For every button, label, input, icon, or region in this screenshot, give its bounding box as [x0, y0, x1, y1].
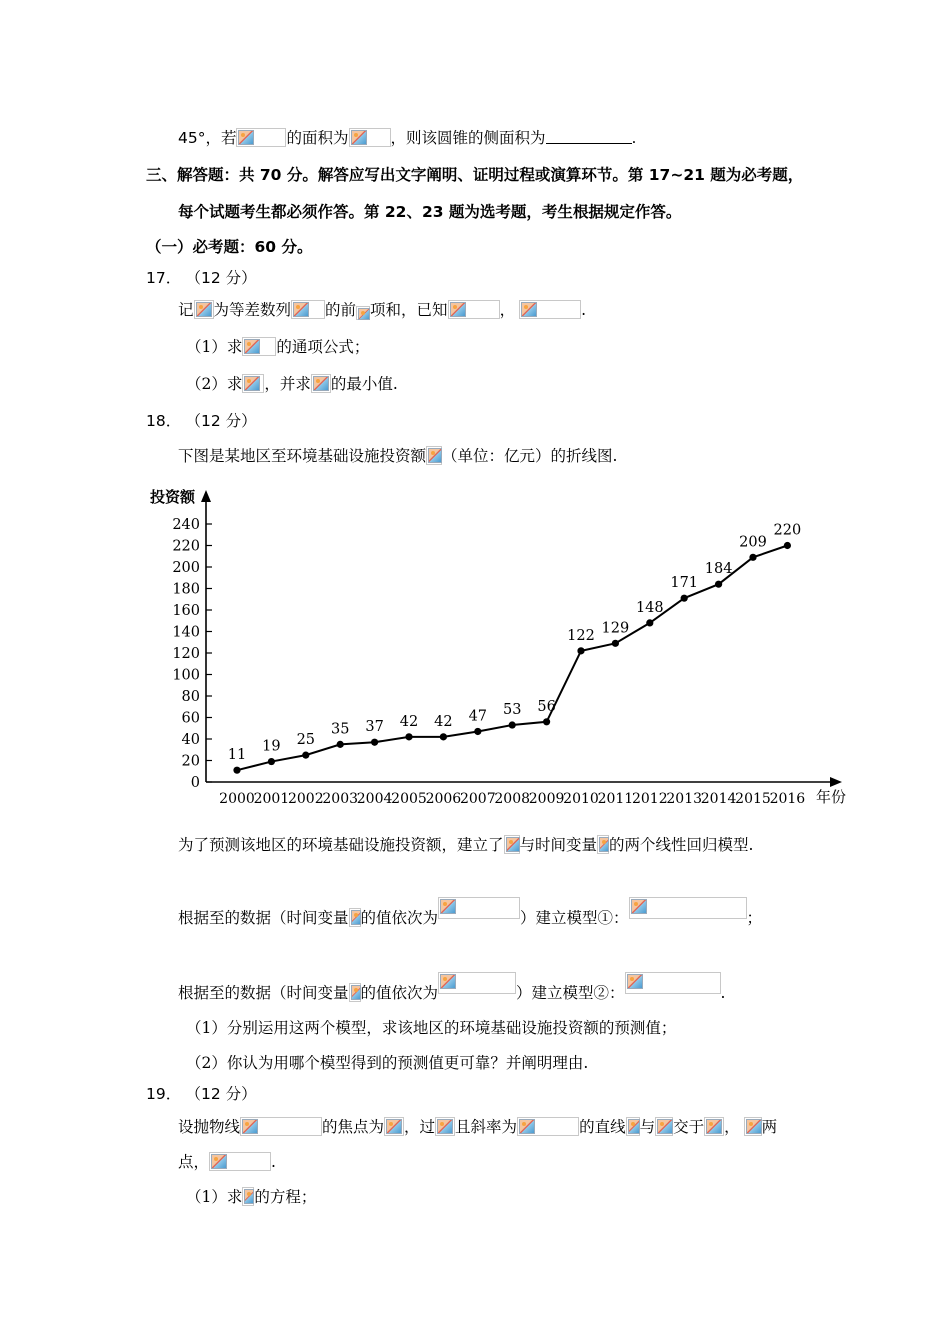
x-tick-label: 2009 [528, 791, 565, 807]
q18-part1: （1）分别运用这两个模型，求该地区的环境基础设施投资额的预测值； [186, 1019, 677, 1037]
q18-number: 18． [146, 412, 182, 430]
q18-text: 下图是某地区至环境基础设施投资额 [178, 447, 427, 465]
q16-tail-line [178, 127, 636, 149]
data-label: 53 [502, 702, 522, 719]
formula-image-icon [519, 300, 581, 319]
data-point [612, 640, 619, 647]
data-point [715, 581, 722, 588]
data-label: 129 [601, 620, 630, 637]
q18-text: 的两个线性回归模型. [609, 836, 754, 854]
formula-image-icon [744, 1117, 762, 1136]
y-tick-label: 80 [181, 689, 200, 705]
formula-image-icon [704, 1117, 724, 1136]
q18-text: . [720, 984, 726, 1002]
x-tick-label: 2008 [494, 791, 531, 807]
q17-text: 的前 [325, 301, 357, 319]
formula-image-icon [311, 374, 331, 393]
formula-image-icon [626, 1117, 640, 1136]
q17-text: ，并求 [264, 375, 311, 393]
formula-image-icon [426, 446, 442, 465]
data-point [681, 595, 688, 602]
q18-text: 为了预测该地区的环境基础设施投资额，建立了 [178, 836, 504, 854]
formula-image-icon [438, 897, 520, 919]
q18-text: ）建立模型①： [520, 909, 629, 927]
q16-text-end: . [631, 129, 637, 147]
q19-score: （12 分） [193, 1085, 257, 1103]
y-tick-label: 160 [172, 603, 200, 619]
data-point [509, 721, 516, 728]
section3-heading-line2: 每个试题考生都必须作答。第 22、23 题为选考题，考生根据规定作答。 [178, 203, 682, 221]
q17-header [146, 267, 257, 289]
q19-text: 的直线 [579, 1118, 626, 1136]
y-axis-arrow [201, 490, 211, 502]
data-label: 19 [262, 738, 281, 755]
data-point [337, 741, 344, 748]
formula-image-icon [384, 1117, 404, 1136]
q17-text: 项和，已知 [370, 301, 448, 319]
x-tick-label: 2002 [287, 791, 324, 807]
formula-image-icon [504, 835, 520, 854]
chart-y-axis-label: 投资额 [150, 488, 196, 506]
q19-text: 且斜率为 [455, 1118, 518, 1136]
q18-text: 根据至的数据（时间变量 [178, 984, 349, 1002]
q19-part1 [186, 1186, 316, 1208]
y-tick-label: 40 [181, 732, 200, 748]
formula-image-icon [236, 128, 286, 147]
formula-image-icon [242, 1187, 254, 1206]
formula-image-icon [629, 897, 747, 919]
q18-text: 根据至的数据（时间变量 [178, 909, 349, 927]
q19-stem-line1 [178, 1116, 777, 1138]
formula-image-icon [517, 1117, 579, 1136]
data-label: 171 [670, 575, 699, 592]
q17-text: （2）求 [186, 375, 243, 393]
q19-text: 设抛物线 [178, 1118, 241, 1136]
q19-text: （1）求 [186, 1188, 243, 1206]
data-label: 220 [773, 522, 802, 539]
y-tick-label: 20 [181, 753, 200, 770]
chart-x-axis-label: 年份 [816, 788, 847, 806]
y-tick-label: 120 [172, 646, 200, 662]
data-label: 56 [537, 698, 556, 715]
q17-number: 17． [146, 269, 182, 287]
q17-text: ， [499, 301, 516, 319]
y-tick-label: 100 [172, 667, 200, 684]
formula-image-icon [242, 374, 264, 393]
data-point [784, 542, 791, 549]
y-tick-label: 240 [172, 517, 200, 533]
q19-text: 的焦点为 [322, 1118, 385, 1136]
formula-image-icon [349, 908, 361, 927]
section3-heading-line1: 三、解答题：共 70 分。解答应写出文字阐明、证明过程或演算环节。第 17~21 题为必考题， [146, 166, 804, 184]
data-label: 11 [227, 747, 247, 764]
q18-model-intro [178, 834, 753, 856]
q18-part2: （2）你认为用哪个模型得到的预测值更可靠？并阐明理由. [186, 1054, 589, 1072]
q19-text: 的方程； [254, 1188, 317, 1206]
data-point [646, 619, 653, 626]
data-label: 42 [434, 713, 453, 730]
q18-model2 [178, 972, 725, 1004]
q19-header [146, 1083, 257, 1105]
q18-header [146, 410, 257, 432]
data-label: 37 [365, 719, 384, 736]
x-tick-label: 2016 [769, 791, 806, 807]
formula-image-icon [625, 972, 721, 994]
data-label: 209 [739, 534, 767, 551]
q17-part2 [186, 373, 398, 395]
data-point [543, 718, 550, 725]
data-label: 35 [330, 721, 350, 738]
chart-x-ticks [219, 791, 805, 807]
formula-image-icon [242, 337, 276, 356]
q18-score: （12 分） [193, 412, 257, 430]
q17-score: （12 分） [193, 269, 257, 287]
formula-image-icon [349, 128, 391, 147]
y-tick-label: 0 [190, 775, 200, 791]
formula-image-icon [240, 1117, 322, 1136]
formula-image-icon [448, 300, 500, 319]
q18-text: ）建立模型②： [516, 984, 625, 1002]
q19-text: ， [724, 1118, 740, 1136]
x-tick-label: 2012 [631, 791, 668, 807]
q18-text: 的值依次为 [360, 984, 439, 1002]
x-tick-label: 2000 [219, 791, 255, 807]
q17-text: 记 [178, 301, 194, 319]
q19-text: 与 [639, 1118, 656, 1136]
q18-text: （单位：亿元）的折线图. [442, 447, 618, 465]
data-point [233, 767, 240, 774]
q16-text-mid: 的面积为 [286, 129, 349, 147]
data-point [405, 733, 412, 740]
y-tick-label: 60 [181, 710, 200, 727]
q17-text: . [581, 301, 587, 319]
data-label: 122 [567, 627, 595, 644]
answer-blank [546, 129, 632, 144]
data-label: 25 [296, 732, 316, 749]
data-label: 148 [635, 599, 664, 616]
y-tick-label: 200 [172, 560, 200, 576]
q19-text: . [271, 1153, 276, 1171]
section3-part1: （一）必考题：60 分。 [146, 238, 313, 256]
x-tick-label: 2007 [459, 791, 496, 807]
data-point [474, 728, 481, 735]
x-tick-label: 2013 [666, 791, 703, 807]
formula-image-icon [209, 1152, 271, 1171]
q19-text: ，过 [404, 1118, 436, 1136]
data-label: 184 [704, 561, 733, 578]
x-tick-label: 2006 [425, 791, 462, 807]
q18-model1 [178, 897, 762, 929]
q17-text: （1）求 [186, 338, 243, 356]
formula-image-icon [356, 306, 370, 320]
formula-image-icon [438, 972, 516, 994]
formula-image-icon [655, 1117, 673, 1136]
y-tick-label: 140 [172, 624, 200, 641]
formula-image-icon [349, 983, 361, 1002]
x-tick-label: 2015 [735, 791, 771, 807]
x-tick-label: 2005 [391, 791, 427, 807]
x-tick-label: 2001 [253, 791, 290, 807]
q17-text: 的通项公式； [276, 338, 370, 356]
x-tick-label: 2010 [563, 791, 599, 807]
x-tick-label: 2003 [322, 791, 359, 807]
x-tick-label: 2004 [356, 791, 393, 807]
q18-text: 与时间变量 [519, 836, 598, 854]
data-point [371, 739, 378, 746]
series-line [237, 546, 787, 771]
q17-part1 [186, 336, 369, 358]
q18-text: 的值依次为 [360, 909, 439, 927]
q16-text-post: ，则该圆锥的侧面积为 [390, 129, 546, 147]
investment-line-chart [140, 482, 860, 812]
x-tick-label: 2011 [597, 791, 634, 807]
formula-image-icon [597, 835, 609, 854]
q17-text: 的最小值. [330, 375, 398, 393]
data-point [268, 758, 275, 765]
q18-intro [178, 445, 617, 467]
x-tick-label: 2014 [700, 791, 737, 807]
q17-text: 为等差数列 [213, 301, 292, 319]
data-point [440, 733, 447, 740]
q19-number: 19． [146, 1085, 182, 1103]
data-point [577, 647, 584, 654]
data-label: 47 [468, 708, 488, 725]
formula-image-icon [194, 300, 214, 319]
q16-text-pre: 45°，若 [178, 129, 237, 147]
formula-image-icon [435, 1117, 455, 1136]
q19-stem-line2 [178, 1151, 276, 1173]
formula-image-icon [291, 300, 325, 319]
q19-text: 两 [761, 1118, 778, 1136]
q18-text: ； [746, 909, 763, 927]
q19-text: 交于 [673, 1118, 705, 1136]
x-axis-arrow [830, 777, 842, 787]
q17-stem [178, 299, 586, 321]
data-point [302, 752, 309, 759]
y-tick-label: 220 [172, 538, 200, 555]
data-label: 42 [399, 713, 419, 730]
y-tick-label: 180 [172, 581, 200, 598]
q19-text: 点， [178, 1153, 210, 1171]
data-point [749, 554, 756, 561]
